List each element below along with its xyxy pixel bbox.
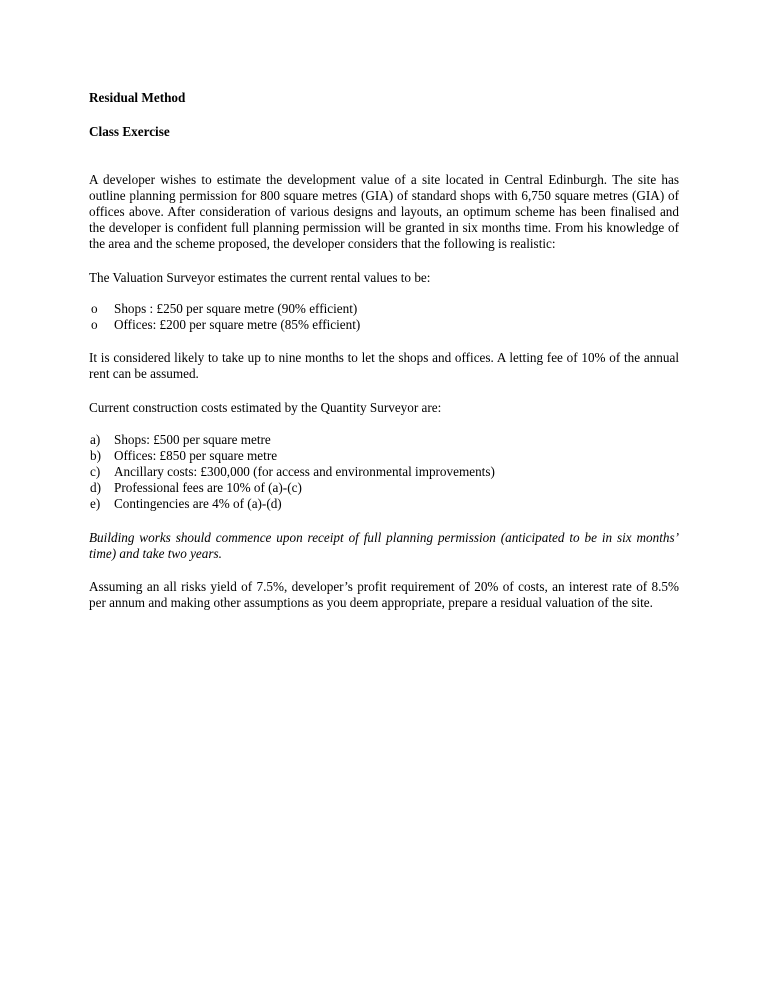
list-item-text: Shops : £250 per square metre (90% efficient): [114, 301, 358, 316]
list-marker: a): [90, 432, 101, 447]
document-page: [89, 90, 679, 611]
list-item: [89, 448, 679, 464]
list-item-text: Contingencies are 4% of (a)-(d): [114, 496, 282, 511]
list-item-text: Offices: £200 per square metre (85% efficient): [114, 317, 361, 332]
intro-paragraph: A developer wishes to estimate the development value of a site located in Central Edinburgh. The site has outline planning permission for 800 square metres (GIA) of standard shops with 6,750 square metres (GIA) of offices above. After consideration of various designs and layouts, an optimum scheme has been finalised and the developer is confident full planning permission will be granted in six months time. From his knowledge of the area and the scheme proposed, the developer considers that the following is realistic:: [89, 172, 679, 251]
list-marker: c): [90, 464, 101, 479]
valuation-intro-paragraph: The Valuation Surveyor estimates the current rental values to be:: [89, 270, 431, 285]
bullet-marker: o: [91, 301, 98, 316]
bullet-marker: o: [91, 317, 98, 332]
document-title: Residual Method: [89, 90, 186, 105]
list-marker: d): [90, 480, 101, 495]
list-item: [89, 496, 679, 512]
rental-values-list: [89, 301, 679, 333]
list-marker: b): [90, 448, 101, 463]
list-item-text: Offices: £850 per square metre: [114, 448, 278, 463]
assumptions-paragraph: Assuming an all risks yield of 7.5%, developer’s profit requirement of 20% of costs, an interest rate of 8.5% per annum and making other assumptions as you deem appropriate, prepare a residual valuation of the site.: [89, 579, 679, 610]
list-item: [89, 480, 679, 496]
list-item-text: Professional fees are 10% of (a)-(c): [114, 480, 302, 495]
construction-costs-list: [89, 432, 679, 512]
list-item-text: Shops: £500 per square metre: [114, 432, 271, 447]
list-item: [89, 464, 679, 480]
building-works-paragraph: Building works should commence upon receipt of full planning permission (anticipated to be in six months’ time) and take two years.: [89, 530, 679, 561]
document-subtitle: Class Exercise: [89, 124, 170, 139]
list-marker: e): [90, 496, 101, 511]
list-item-text: Ancillary costs: £300,000 (for access and environmental improvements): [114, 464, 495, 479]
construction-intro-paragraph: Current construction costs estimated by the Quantity Surveyor are:: [89, 400, 442, 415]
list-item: [89, 317, 679, 333]
list-item: [89, 301, 679, 317]
list-item: [89, 432, 679, 448]
letting-paragraph: It is considered likely to take up to nine months to let the shops and offices. A letting fee of 10% of the annual rent can be assumed.: [89, 350, 679, 381]
